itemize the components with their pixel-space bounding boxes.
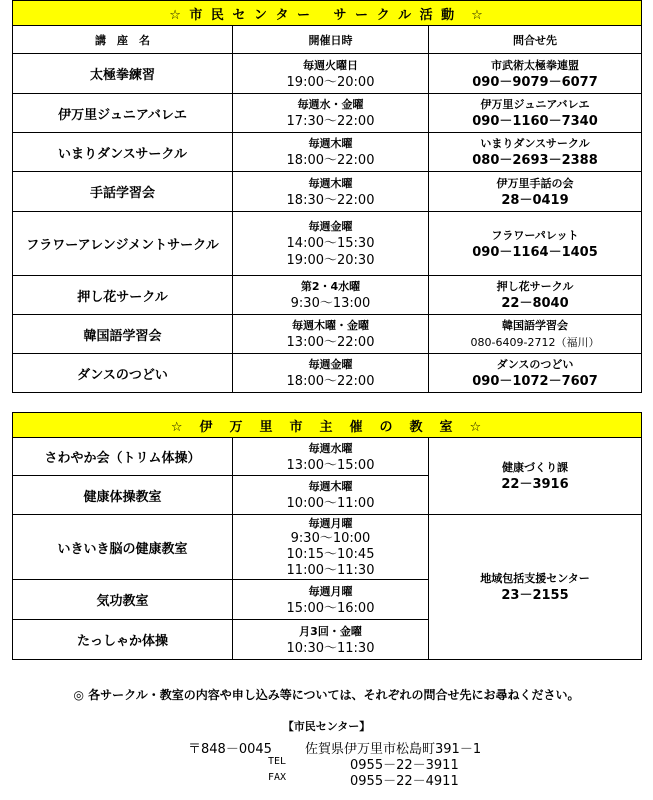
contact-org: 健康づくり課 [502,461,568,474]
schedule-day: 第2・4水曜 [300,280,361,293]
schedule-time: 18:30～22:00 [286,192,375,208]
schedule-time: 13:00～22:00 [286,335,375,350]
city-classes-table [12,412,642,660]
class-name: 気功教室 [13,580,233,620]
schedule-time: 14:00～15:30 [286,236,375,251]
contact-name: 伊万里手話の会 [496,176,574,190]
schedule-time: 13:00～15:00 [286,457,375,473]
header-contact: 問合せ先 [429,26,642,54]
contact-cell [429,438,642,515]
schedule-cell [233,354,429,393]
contact-name: 韓国語学習会 [502,319,568,332]
schedule-cell [233,515,429,580]
header-course-name: 講 座 名 [13,26,233,54]
class-name: 健康体操教室 [13,476,233,515]
contact-cell [429,315,642,354]
table-row [13,133,642,172]
class-name: さわやか会（トリム体操） [13,438,233,476]
contact-cell [429,515,642,660]
course-name: 伊万里ジュニアバレエ [13,94,233,133]
table-row [13,54,642,94]
center-name: 【市民センター】 [282,720,371,733]
contact-cell [429,172,642,212]
contact-name: フラワーパレット [491,228,579,242]
contact-cell [429,276,642,315]
schedule-cell [233,476,429,515]
contact-name: いまりダンスサークル [480,137,590,150]
city-classes-banner: ☆ 伊 万 里 市 主 催 の 教 室 ☆ [13,413,642,438]
schedule-day: 毎週月曜 [308,516,353,530]
schedule-cell [233,315,429,354]
schedule-cell [233,212,429,276]
circle-activities-banner: ☆ 市 民 セ ン タ ー サ ー ク ル 活 動 ☆ [13,1,642,26]
tel-label: TEL [268,756,287,767]
table-row [13,438,642,476]
schedule-day: 毎週水曜 [308,441,353,455]
schedule-day: 毎週火曜日 [303,58,358,72]
schedule-day: 毎週金曜 [308,220,353,233]
class-name: いきいき脳の健康教室 [13,515,233,580]
schedule-day: 毎週月曜 [308,584,353,598]
schedule-cell [233,54,429,94]
schedule-cell [233,133,429,172]
schedule-cell [233,620,429,660]
schedule-cell [233,438,429,476]
contact-cell [429,133,642,172]
schedule-time: 9:30～10:00 [290,530,371,546]
course-name: 韓国語学習会 [13,315,233,354]
schedule-time: 11:00～11:30 [286,562,375,578]
contact-phone: 090－1072－7607 [472,374,598,389]
contact-name: 市武術太極拳連盟 [491,58,579,72]
contact-phone: 28－0419 [501,192,569,208]
contact-name: 伊万里ジュニアバレエ [480,98,590,111]
schedule-time: 18:00～22:00 [286,153,375,168]
schedule-time: 10:00～11:00 [286,496,375,511]
contact-org: 地域包括支援センター [480,572,590,585]
inquiry-note: ◎ 各サークル・教室の内容や申し込み等については、それぞれの問合せ先にお尋ねください。 [73,688,580,702]
schedule-time: 9:30～13:00 [290,296,371,311]
fax-label: FAX [268,772,287,783]
schedule-day: 毎週木曜 [308,480,353,493]
contact-phone: 090－1160－7340 [472,114,598,129]
street-address: 佐賀県伊万里市松島町391－1 [305,742,482,757]
contact-phone: 090－1164－1405 [472,244,598,260]
schedule-cell [233,276,429,315]
fax-number: 0955－22－4911 [350,774,459,789]
schedule-time: 18:00～22:00 [286,374,375,389]
schedule-cell [233,172,429,212]
table-row [13,354,642,393]
schedule-day: 毎週木曜 [308,176,353,190]
schedule-day: 毎週木曜・金曜 [292,319,369,332]
schedule-time: 17:30～22:00 [286,114,375,129]
contact-phone: 23－2155 [501,588,569,603]
schedule-time: 19:00～20:30 [286,253,375,268]
contact-phone: 080－2693－2388 [472,153,598,168]
course-name: 押し花サークル [13,276,233,315]
table-header-row [13,26,642,54]
schedule-cell [233,580,429,620]
course-name: 太極拳練習 [13,54,233,94]
table-row [13,94,642,133]
postal-code: 〒848－0045 [188,742,272,757]
contact-name: ダンスのつどい [496,358,574,371]
schedule-time: 10:15～10:45 [286,546,375,562]
contact-cell [429,94,642,133]
contact-cell [429,212,642,276]
contact-name: 押し花サークル [496,280,574,293]
schedule-time: 15:00～16:00 [286,600,375,616]
contact-phone: 080-6409-2712（福川） [470,336,600,349]
contact-cell [429,354,642,393]
schedule-day: 毎週水・金曜 [297,98,364,111]
contact-phone: 22－3916 [501,477,569,492]
table-row [13,515,642,580]
course-name: フラワーアレンジメントサークル [13,212,233,276]
contact-phone: 22－8040 [501,296,569,311]
tel-number: 0955－22－3911 [350,758,459,773]
table-row [13,315,642,354]
table-row [13,172,642,212]
header-schedule: 開催日時 [233,26,429,54]
class-name: たっしゃか体操 [13,620,233,660]
course-name: 手話学習会 [13,172,233,212]
circle-activities-table [12,0,642,393]
table-row [13,212,642,276]
schedule-cell [233,94,429,133]
schedule-day: 毎週金曜 [308,358,353,371]
contact-phone: 090－9079－6077 [472,74,598,90]
course-name: いまりダンスサークル [13,133,233,172]
table-row [13,276,642,315]
schedule-time: 10:30～11:30 [286,640,375,656]
schedule-day: 月3回・金曜 [299,624,362,638]
course-name: ダンスのつどい [13,354,233,393]
contact-cell [429,54,642,94]
schedule-day: 毎週木曜 [308,137,353,150]
schedule-time: 19:00～20:00 [286,74,375,90]
